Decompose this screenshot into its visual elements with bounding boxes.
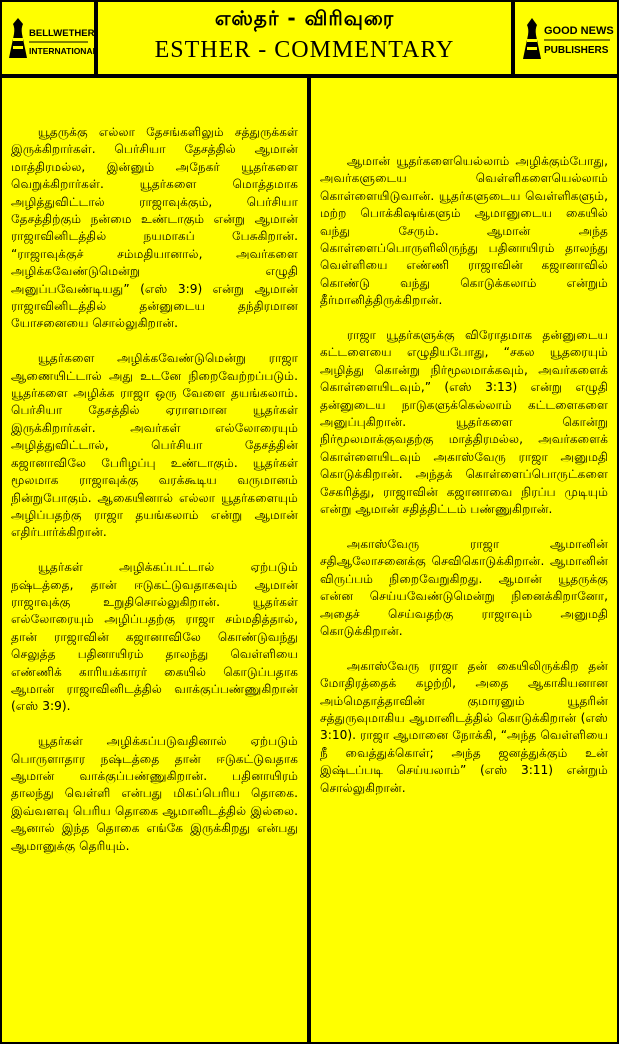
bellwether-logo (2, 2, 98, 74)
good-news-logo-icon (520, 13, 612, 63)
paragraph: யூதர்கள் அழிக்கப்பட்டால் ஏற்படும் நஷ்டத்தை, தான் ஈடுகட்டுவதாகவும் ஆமான் ராஜாவுக்கு உறுதிசொல்லுகிறான். யூதர்கள் எல்லோரையும் அழிப்பதற்கு ராஜா சம்மதித்தால், தான் ராஜாவின் கஜானாவிலே கொண்டுவந்து செலுத்த பதினாயிரம் தாலந்து வெள்ளியை எண்ணிக் காரியக்காரர் கையில் கொடுப்பதாக ஆமான் ராஜாவினிடத்தில் வாக்குப்பண்ணுகிறான் (எஸ் 3:9). (11, 560, 298, 714)
paragraph: ஆமான் யூதர்களையெல்லாம் அழிக்கும்போது, அவர்களுடைய வெள்ளிகளையெல்லாம் கொள்ளையிடுவான். யூதர்களுடைய வெள்ளிகளும், மற்ற பொக்கிஷங்களும் ஆமானுடைய கையில் வந்து சேரும். ஆமான் அந்த கொள்ளைப்பொருளிலிருந்து பதினாயிரம் தாலந்து வெள்ளியை எண்ணி ராஜாவின் கஜானாவில் கொண்டு வந்து கொடுக்கலாம் என்றும் தீர்மானித்திருக்கிறான். (320, 154, 608, 308)
paragraph: அகாஸ்வேரு ராஜா தன் கையிலிருக்கிற தன் மோதிரத்தைக் கழற்றி, அதை ஆகாகியனான அம்மெதாத்தாவின் குமாரனும் யூதரின் சத்துருவுமாகிய ஆமானிடத்தில் கொடுக்கிறான் (எஸ் 3:10). ராஜா ஆமானை நோக்கி, “அந்த வெள்ளியை நீ வைத்துக்கொள்; அந்த ஜனத்துக்கும் உன் இஷ்டப்படி செய்யலாம்” (எஸ் 3:11) என்றும் சொல்லுகிறான். (320, 658, 608, 795)
page-title (98, 2, 511, 74)
svg-text:INTERNATIONAL: INTERNATIONAL (29, 46, 98, 56)
good-news-logo (515, 2, 617, 74)
right-column (311, 78, 617, 1042)
left-column (2, 78, 307, 1042)
bellwether-logo-icon (6, 14, 98, 62)
paragraph: யூதர்கள் அழிக்கப்படுவதினால் ஏற்படும் பொருளாதார நஷ்டத்தை தான் ஈடுகட்டுவதாக ஆமான் வாக்குப்பண்ணுகிறான். பதினாயிரம் தாலந்து வெள்ளி என்பது மிகப்பெரிய தொகை. இவ்வளவு பெரிய தொகை ஆமானிடத்தில் இல்லை. ஆனால் இந்த தொகை எங்கே இருக்கிறது என்பது ஆமானுக்கு தெரியும். (11, 734, 298, 853)
paragraph: ராஜா யூதர்களுக்கு விரோதமாக தன்னுடைய கட்டளையை எழுதியபோது, “சகல யூதரையும் அழித்து கொன்று நிர்மூலமாக்கவும், அவர்களைக் கொள்ளையிடவும்,” (எஸ் 3:13) என்று எழுதி தன்னுடைய நாடுகளுக்கெல்லாம் கட்டளைகளை அனுப்புகிறான். யூதர்களை கொன்று நிர்மூலமாக்குவதற்கு மாத்திரமல்ல, அவர்களைக் கொள்ளையிடவும் அகாஸ்வேரு ராஜா அனுமதி கொடுக்கிறான். அந்தக் கொள்ளைப்பொருட்களை சேகரித்து, ராஜாவின் கஜானாவை நிரப்ப முடியும் என்று ஆமான் சதித்திட்டம் பண்ணுகிறான். (320, 328, 608, 517)
svg-text:GOOD NEWS: GOOD NEWS (544, 25, 614, 37)
paragraph: அகாஸ்வேரு ராஜா ஆமானின் சதிஆலோசனைக்கு செவிகொடுக்கிறான். ஆமானின் விருப்பம் நிறைவேறுகிறது. ஆமான் யூதருக்கு என்ன செய்யவேண்டுமென்று நினைக்கிறானோ, அதைச் செய்வதற்கு ராஜாவும் அனுமதி கொடுக்கிறான். (320, 536, 608, 638)
svg-text:BELLWETHER: BELLWETHER (29, 28, 95, 39)
paragraph: யூதருக்கு எல்லா தேசங்களிலும் சத்துருக்கள் இருக்கிறார்கள். பெர்சியா தேசத்தில் ஆமான் மாத்திரமல்ல, இன்னும் அநேகர் யூதர்களை வெறுக்கிறார்கள். யூதர்களை மொத்தமாக அழித்துவிட்டால் ராஜாவுக்கும், பெர்சியா தேசத்திற்கும் நன்மை உண்டாகும் என்று ஆமான் ராஜாவினிடத்தில் நயமாகப் பேசுகிறான். “ராஜாவுக்குச் சம்மதியானால், அவர்களை அழிக்கவேண்டுமென்று எழுதி அனுப்பவேண்டியது” (எஸ் 3:9) என்று ஆமான் ராஜாவினிடத்தில் தன்னுடைய தந்திரமான யோசனையை சொல்லுகிறான். (11, 125, 298, 331)
svg-text:PUBLISHERS: PUBLISHERS (544, 45, 609, 56)
title-tamil: எஸ்தர் - விரிவுரை (214, 6, 395, 30)
title-english: ESTHER - COMMENTARY (154, 37, 455, 63)
paragraph: யூதர்களை அழிக்கவேண்டுமென்று ராஜா ஆணையிட்டால் அது உடனே நிறைவேற்றப்படும். யூதர்களை அழிக்க ராஜா ஒரு வேளை தயங்கலாம். பெர்சியா தேசத்தில் ஏராளமான யூதர்கள் இருக்கிறார்கள். அவர்கள் எல்லோரையும் அழித்துவிட்டால், பெர்சியா தேசத்தின் கஜானாவிலே பேரிழப்பு உண்டாகும். யூதர்கள் மூலமாக ராஜாவுக்கு வரக்கூடிய வருமானம் நின்றுபோகும். ஆகையினால் எல்லா யூதர்களையும் அழிப்பதற்கு ராஜா தயங்கலாம் என்று ஆமான் எதிர்பார்க்கிறான். (11, 351, 298, 540)
